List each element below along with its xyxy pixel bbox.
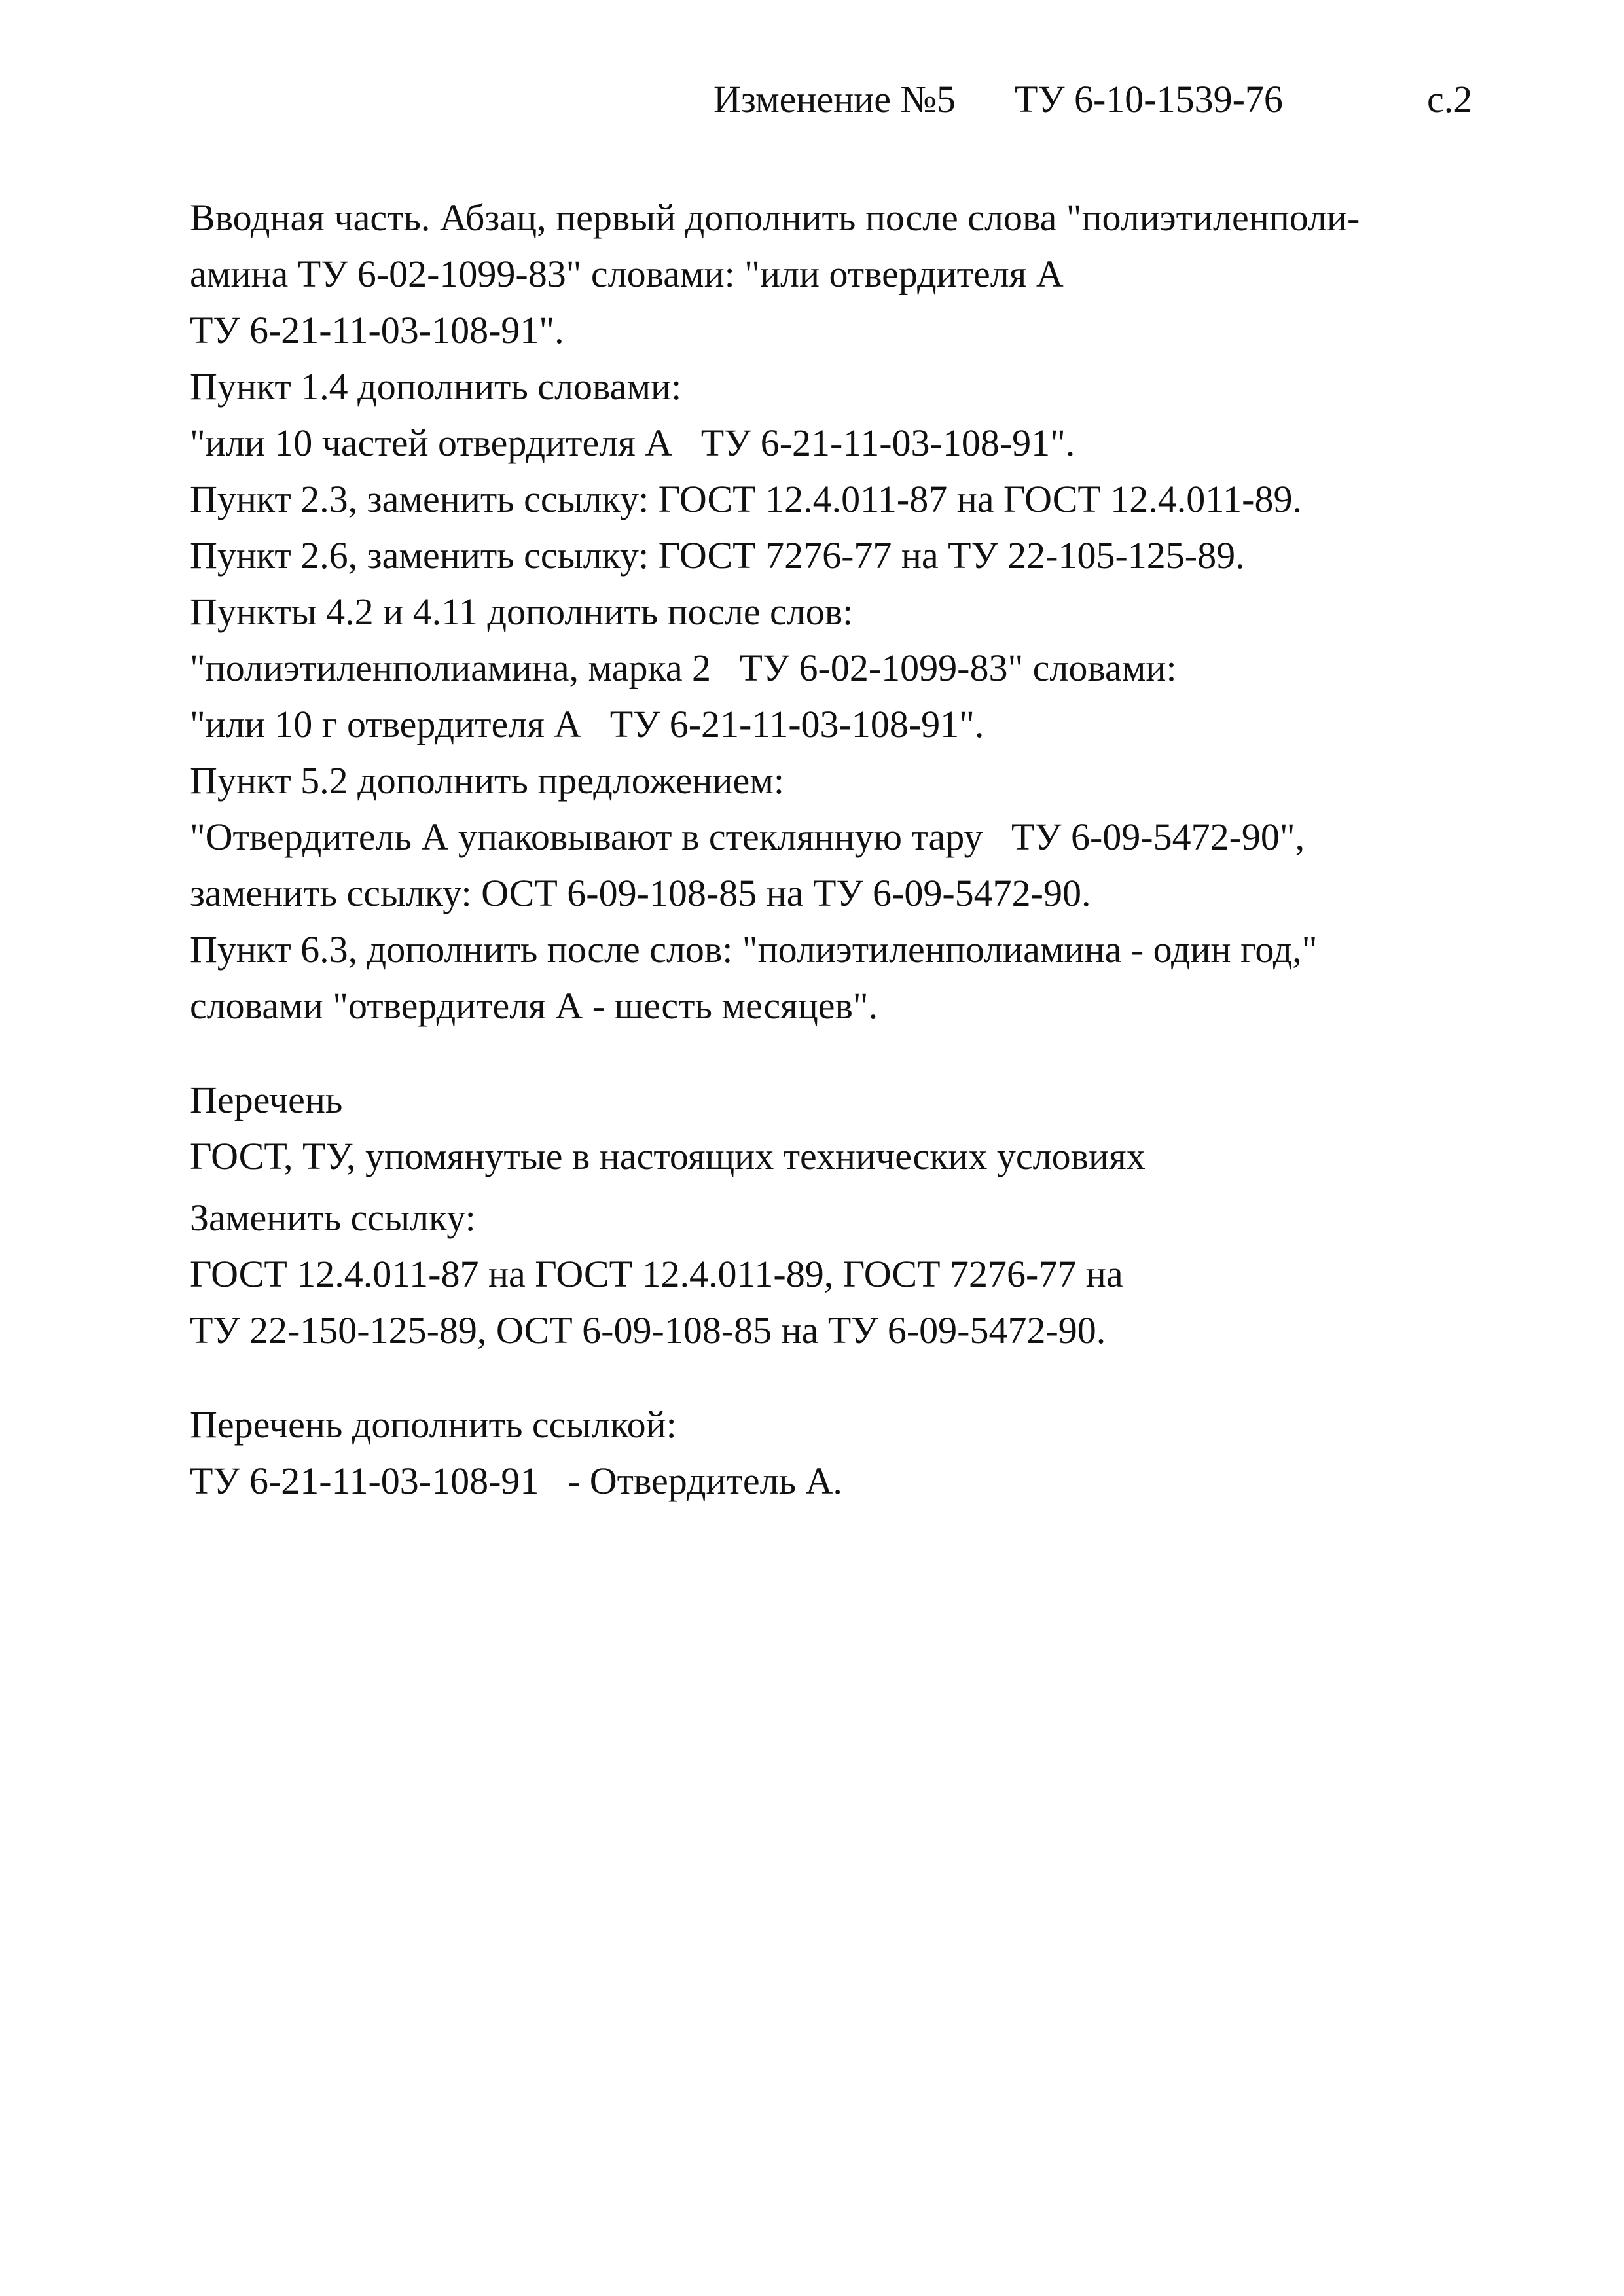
spacer [190,1185,1499,1190]
spacer [190,1359,1499,1397]
references-list-section [190,1072,1499,1359]
text-line: ТУ 6-21-11-03-108-91". [190,309,564,351]
text-line: ГОСТ 12.4.011-87 на ГОСТ 12.4.011-89, ГОСТ 7276-77 на [190,1253,1123,1295]
text-line: "Отвердитель А упаковывают в стеклянную тару ТУ 6-09-5472-90", [190,816,1305,858]
text-line: Пункты 4.2 и 4.11 дополнить после слов: [190,590,854,633]
addition-label: Перечень дополнить ссылкой: [190,1403,677,1446]
text-line: Пункт 2.3, заменить ссылку: ГОСТ 12.4.011-87 на ГОСТ 12.4.011-89. [190,478,1302,520]
document-number: ТУ 6-10-1539-76 [1015,78,1283,120]
text-line: Пункт 1.4 дополнить словами: [190,365,682,408]
text-line: ТУ 6-21-11-03-108-91 - Отвердитель А. [190,1460,842,1502]
text-line: Вводная часть. Абзац, первый дополнить после слова "полиэтиленполи- [190,196,1360,239]
document-body [190,190,1499,1509]
page-number: с.2 [1427,78,1473,120]
text-line: Пункт 5.2 дополнить предложением: [190,759,785,802]
addition-section [190,1397,1499,1509]
replace-label: Заменить ссылку: [190,1196,476,1239]
text-line: ТУ 22-150-125-89, ОСТ 6-09-108-85 на ТУ 6-09-5472-90. [190,1309,1106,1352]
changes-block [190,190,1499,1034]
spacer [190,1034,1499,1072]
section-title: Перечень [190,1079,343,1121]
text-line: амина ТУ 6-02-1099-83" словами: "или отвердителя А [190,253,1064,295]
text-line: "или 10 г отвердителя А ТУ 6-21-11-03-108-91". [190,703,984,745]
text-line: словами "отвердителя А - шесть месяцев". [190,984,878,1027]
text-line: "или 10 частей отвердителя А ТУ 6-21-11-03-108-91". [190,422,1075,464]
section-subtitle: ГОСТ, ТУ, упомянутые в настоящих технических условиях [190,1135,1146,1177]
text-line: "полиэтиленполиамина, марка 2 ТУ 6-02-1099-83" словами: [190,647,1177,689]
text-line: Пункт 6.3, дополнить после слов: "полиэтиленполиамина - один год," [190,928,1318,971]
text-line: заменить ссылку: ОСТ 6-09-108-85 на ТУ 6-09-5472-90. [190,872,1091,914]
text-line: Пункт 2.6, заменить ссылку: ГОСТ 7276-77 на ТУ 22-105-125-89. [190,534,1245,577]
change-title: Изменение №5 [713,78,956,120]
page-header [0,77,1624,130]
